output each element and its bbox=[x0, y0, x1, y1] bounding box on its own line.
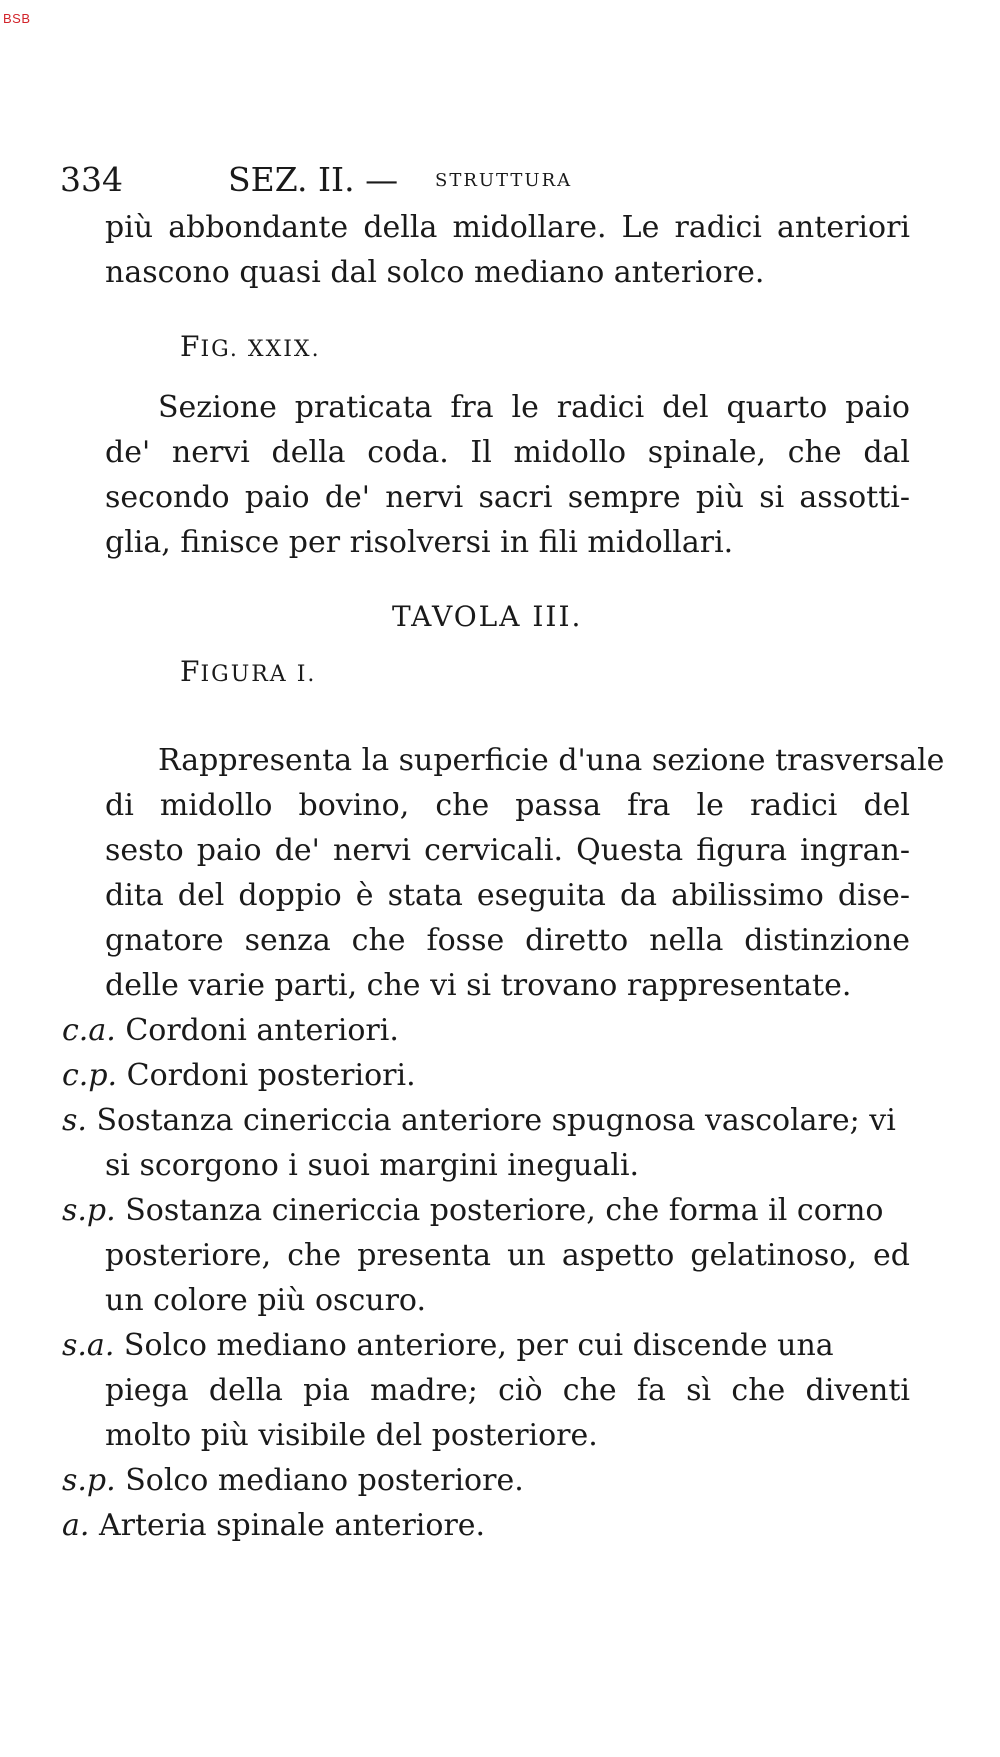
legend-entry bbox=[62, 1463, 910, 1499]
intro-line: nascono quasi dal solco mediano anteriore. bbox=[105, 255, 765, 290]
running-header bbox=[60, 160, 920, 204]
plate-description-line: sesto paio de' nervi cervicali. Questa figura ingran- bbox=[105, 833, 910, 868]
library-watermark: BSB bbox=[3, 11, 31, 26]
legend-abbr: s. bbox=[62, 1103, 87, 1138]
section-label: SEZ. II. — bbox=[228, 160, 399, 199]
legend-text: Cordoni posteriori. bbox=[126, 1058, 416, 1093]
plate-description-line: dita del doppio è stata eseguita da abilissimo dise- bbox=[105, 878, 910, 913]
legend-entry bbox=[62, 1103, 910, 1139]
legend-text: Solco mediano posteriore. bbox=[125, 1463, 524, 1498]
legend-continuation: posteriore, che presenta un aspetto gelatinoso, ed bbox=[105, 1238, 910, 1273]
legend-entry bbox=[62, 1058, 910, 1094]
legend-entry bbox=[62, 1508, 910, 1544]
intro-line: più abbondante della midollare. Le radici anteriori bbox=[105, 210, 910, 245]
legend-text: Arteria spinale anteriore. bbox=[98, 1508, 486, 1543]
legend-abbr: c.p. bbox=[62, 1058, 118, 1093]
legend-abbr: s.p. bbox=[62, 1463, 116, 1498]
plate-description-line: delle varie parti, che vi si trovano rappresentate. bbox=[105, 968, 852, 1003]
legend-text: Sostanza cinericcia anteriore spugnosa vascolare; vi bbox=[96, 1103, 896, 1138]
legend-entry bbox=[62, 1328, 910, 1364]
legend-continuation: molto più visibile del posteriore. bbox=[105, 1418, 598, 1453]
legend-abbr: s.a. bbox=[62, 1328, 115, 1363]
legend-text: Solco mediano anteriore, per cui discende una bbox=[123, 1328, 834, 1363]
legend-entry bbox=[62, 1193, 910, 1229]
legend-entry bbox=[62, 1013, 910, 1049]
legend-text: Sostanza cinericcia posteriore, che forma il corno bbox=[125, 1193, 884, 1228]
legend-continuation: un colore più oscuro. bbox=[105, 1283, 426, 1318]
plate-description-line: Rappresenta la superficie d'una sezione trasversale bbox=[158, 743, 945, 778]
legend-abbr: c.a. bbox=[62, 1013, 116, 1048]
legend-continuation: si scorgono i suoi margini ineguali. bbox=[105, 1148, 640, 1183]
figure-xxix-line: de' nervi della coda. Il midollo spinale, che dal bbox=[105, 435, 910, 470]
figure-xxix-line: Sezione praticata fra le radici del quarto paio bbox=[158, 390, 910, 425]
plate-description-line: di midollo bovino, che passa fra le radici del bbox=[105, 788, 910, 823]
plate-description-line: gnatore senza che fosse diretto nella distinzione bbox=[105, 923, 910, 958]
legend-text: Cordoni anteriori. bbox=[125, 1013, 399, 1048]
legend-abbr: s.p. bbox=[62, 1193, 116, 1228]
figure-xxix-line: secondo paio de' nervi sacri sempre più si assotti- bbox=[105, 480, 910, 515]
figure-xxix-line: glia, finisce per risolversi in fili midollari. bbox=[105, 525, 734, 560]
legend-abbr: a. bbox=[62, 1508, 90, 1543]
plate-heading: TAVOLA III. bbox=[392, 600, 583, 633]
figure-xxix-heading: FIG. XXIX. bbox=[180, 330, 321, 363]
section-title: STRUTTURA bbox=[435, 170, 573, 191]
legend-continuation: piega della pia madre; ciò che fa sì che diventi bbox=[105, 1373, 910, 1408]
figura-i-heading: FIGURA I. bbox=[180, 655, 317, 688]
page-number: 334 bbox=[60, 160, 123, 199]
